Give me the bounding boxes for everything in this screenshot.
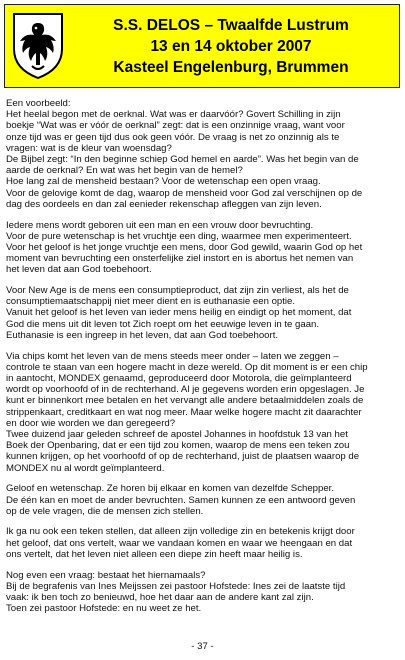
paragraph-7 [6,570,400,615]
text-line: Voor New Age is de mens een consumptieproduct, dat zijn zin verliest, als het de [6,285,349,297]
text-line: Twee duizend jaar geleden schreef de apostel Johannes in hoofdstuk 13 van het [6,428,348,440]
text-line: strippenkaart, creditkaart en wat nog meer. Maar welke hogere macht zit daarachter [6,406,362,418]
text-line: Euthanasie is een ingreep in het leven, dat aan God toebehoort. [6,329,279,341]
paragraph-4 [6,351,400,474]
text-line: Hoe lang zal de mensheid bestaan? Voor de wetenschap een open vraag. [6,176,321,188]
text-line: consumptiemaatschappij niet meer dient en is euthanasie een optie. [6,296,296,308]
text-line: dag des oordeels en dan zal eenieder rekenschap afleggen van zijn leven. [6,198,322,210]
paragraph-3 [6,285,400,341]
text-line: vaak: ik ben toch zo benieuwd, hoe het daar aan de andere kant zal zijn. [6,591,314,603]
text-line: wordt op voorhoofd of in de rechterhand. Al je gegevens worden erin opgeslagen. Je [6,384,365,396]
text-line: het geloof, dat ons vertelt, waar we vandaan komen en waar we heengaan en dat [6,537,353,549]
text-line: controle te staan van een hogere macht in deze wereld. Op dit moment is er een chip [6,361,368,373]
paragraph-6 [6,526,400,560]
text-line: Voor het geloof is het jonge vruchtje een mens, door God gewild, waarin God op het [6,241,363,253]
text-line: MONDEX nu al wordt geïmplanteerd. [6,462,165,474]
text-line: De één kan en moet de ander bevruchten. Samen kunnen ze een antwoord geven [6,494,356,506]
text-line: Vanuit het geloof is het leven van ieder mens heilig en eindigt op het moment, dat [6,307,352,319]
text-line: De Bijbel zegt: “In den beginne schiep God hemel en aarde”. Was het begin van de [6,154,359,166]
text-line: onze tijd was er geen tijd dus ook geen vóór. De vraag is net zo onzinnig als te [6,131,340,143]
text-line: ons vertelt, dat het leven niet alleen een diepe zin heeft maar heilig is. [6,548,303,560]
text-line: Via chips komt het leven van de mens steeds meer onder – laten we zeggen – [6,350,339,362]
text-line: Voor de pure wetenschap is het vruchtje een ding, waarmee men experimenteert. [6,230,352,242]
header-titles [69,15,393,78]
header-location: Kasteel Engelenburg, Brummen [113,59,349,76]
paragraph-1 [6,98,400,210]
pelican-emblem-icon [11,11,65,81]
header-banner [4,4,400,88]
text-line: kunt er binnenkort mee betalen en het vervangt alle andere betaalmiddelen zoals de [6,395,364,407]
text-line: Bij de begrafenis van Ines Meijssen zei pastoor Hofstede: Ines zei de laatste tijd [6,580,346,592]
text-line: Boek der Openbaring, dat er een tijd zou komen, waarop de mens een teken zou [6,440,350,452]
text-line: in aantocht, MONDEX genaamd, geproduceerd door Motorola, die geïmplanteerd [6,372,352,384]
page-number: - 37 - [191,641,214,652]
text-line: en door wie worden we dan geregeerd? [6,417,176,429]
text-line: Het heelal begon met de oerknal. Wat was er daarvóór? Govert Schilling in zijn [6,109,341,121]
header-date: 13 en 14 oktober 2007 [150,38,312,55]
text-line: Iedere mens wordt geboren uit een man en een vrouw door bevruchting. [6,219,314,231]
text-line: Ik ga nu ook een teken stellen, dat alleen zijn volledige zin en betekenis krijgt door [6,526,355,538]
text-line: Nog even een vraag: bestaat het hiernamaals? [6,569,206,581]
text-line: Geloof en wetenschap. Ze horen bij elkaar en komen van dezelfde Schepper. [6,483,334,495]
text-line: Toen zei pastoor Hofstede: en nu weet ze het. [6,603,202,615]
paragraph-5 [6,483,400,517]
text-line: moment van bevruchting een onsterfelijke ziel instort en is abortus het nemen van [6,253,354,265]
header-title: S.S. DELOS – Twaalfde Lustrum [113,17,349,34]
text-line: op de vele vragen, die de mensen zich stellen. [6,505,204,517]
text-line: vragen: wat is de kleur van woensdag? [6,142,172,154]
paragraph-2 [6,220,400,276]
text-line: Een voorbeeld: [6,98,71,109]
text-line: aarde de oerknal? En wat was het begin van de hemel? [6,165,243,177]
text-line: boekje “Wat was er vóór de oerknal” zegt: dat is een onzinnige vraag, want voor [6,120,345,132]
text-line: het leven dat aan God toebehoort. [6,264,152,276]
document-body [6,98,400,624]
text-line: God die mens uit dit leven tot Zich roept om het eeuwige leven in te gaan. [6,318,320,330]
text-line: Voor de gelovige komt de dag, waarop de mensheid voor God zal verschijnen op de [6,187,363,199]
text-line: kunnen krijgen, op het voorhoofd of op de rechterhand, juist de plaatsen waarop de [6,451,360,463]
